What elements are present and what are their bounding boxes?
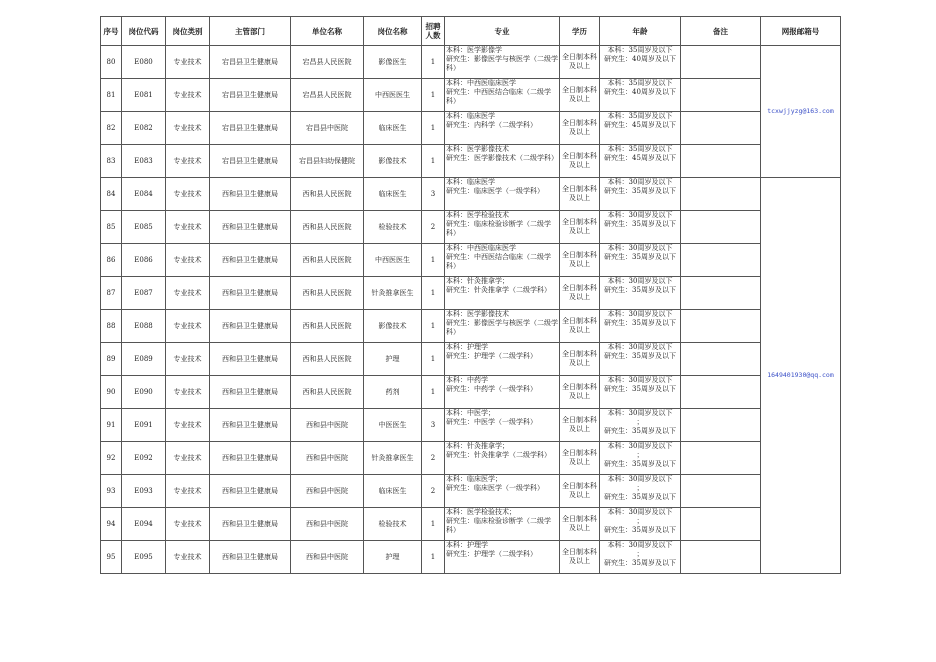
education: 全日制本科及以上 xyxy=(560,244,600,277)
age-requirement xyxy=(600,112,681,145)
age-text: 本科：30周岁及以下 研究生：35周岁及以下 xyxy=(604,343,676,360)
age-requirement xyxy=(600,277,681,310)
hire-count: 1 xyxy=(422,46,445,79)
age-text: 本科：30周岁及以下 研究生：35周岁及以下 xyxy=(604,178,676,195)
remark xyxy=(681,376,761,409)
major xyxy=(445,310,560,343)
major-text: 本科：医学影像技术 研究生：影像医学与核医学（二级学科） xyxy=(446,310,558,336)
age-requirement xyxy=(600,46,681,79)
hire-count: 1 xyxy=(422,376,445,409)
unit-name: 西和县中医院 xyxy=(291,541,364,574)
hire-count: 1 xyxy=(422,112,445,145)
department: 宕昌县卫生健康局 xyxy=(210,46,291,79)
age-requirement xyxy=(600,442,681,475)
department: 西和县卫生健康局 xyxy=(210,343,291,376)
age-requirement xyxy=(600,145,681,178)
remark xyxy=(681,79,761,112)
major-text: 本科：中西医临床医学 研究生：中西医结合临床（二级学科） xyxy=(446,79,551,105)
age-text: 本科：30周岁及以下 ； 研究生：35周岁及以下 xyxy=(604,409,676,435)
post-name: 针灸推拿医生 xyxy=(364,442,422,475)
table-row xyxy=(101,541,841,574)
post-code: E091 xyxy=(122,409,166,442)
education: 全日制本科及以上 xyxy=(560,79,600,112)
header-cell: 岗位类别 xyxy=(166,17,210,46)
unit-name: 宕昌县中医院 xyxy=(291,112,364,145)
unit-name: 西和县中医院 xyxy=(291,409,364,442)
unit-name: 西和县人民医院 xyxy=(291,277,364,310)
post-code: E080 xyxy=(122,46,166,79)
remark xyxy=(681,112,761,145)
age-requirement xyxy=(600,211,681,244)
major-text: 本科：临床医学 研究生：内科学（二级学科） xyxy=(446,112,537,129)
post-code: E085 xyxy=(122,211,166,244)
hire-count: 1 xyxy=(422,310,445,343)
education: 全日制本科及以上 xyxy=(560,475,600,508)
table-row xyxy=(101,112,841,145)
age-requirement xyxy=(600,376,681,409)
age-text: 本科：35周岁及以下 研究生：45周岁及以下 xyxy=(604,112,676,129)
major xyxy=(445,376,560,409)
remark xyxy=(681,541,761,574)
major-text: 本科：医学检验技术 研究生：临床检验诊断学（二级学科） xyxy=(446,211,551,237)
department: 西和县卫生健康局 xyxy=(210,442,291,475)
education: 全日制本科及以上 xyxy=(560,277,600,310)
major xyxy=(445,541,560,574)
education: 全日制本科及以上 xyxy=(560,376,600,409)
major xyxy=(445,145,560,178)
major xyxy=(445,277,560,310)
major-text: 本科：中西医临床医学 研究生：中西医结合临床（二级学科） xyxy=(446,244,551,270)
major xyxy=(445,442,560,475)
email-link[interactable]: 1649401930@qq.com xyxy=(761,178,841,574)
post-name: 临床医生 xyxy=(364,112,422,145)
major xyxy=(445,79,560,112)
post-code: E092 xyxy=(122,442,166,475)
row-number: 94 xyxy=(101,508,122,541)
major-text: 本科：临床医学 研究生：临床医学（一级学科） xyxy=(446,178,544,195)
age-text: 本科：30周岁及以下 研究生：35周岁及以下 xyxy=(604,244,676,261)
remark xyxy=(681,343,761,376)
recruitment-table xyxy=(100,16,841,574)
table-row xyxy=(101,376,841,409)
post-name: 临床医生 xyxy=(364,475,422,508)
row-number: 83 xyxy=(101,145,122,178)
row-number: 82 xyxy=(101,112,122,145)
row-number: 90 xyxy=(101,376,122,409)
major-text: 本科：医学影像技术 研究生：医学影像技术（二级学科） xyxy=(446,145,558,162)
post-category: 专业技术 xyxy=(166,343,210,376)
post-category: 专业技术 xyxy=(166,145,210,178)
unit-name: 西和县人民医院 xyxy=(291,343,364,376)
post-category: 专业技术 xyxy=(166,277,210,310)
post-name: 中医医生 xyxy=(364,409,422,442)
post-category: 专业技术 xyxy=(166,211,210,244)
hire-count: 1 xyxy=(422,79,445,112)
age-text: 本科：35周岁及以下 研究生：40周岁及以下 xyxy=(604,79,676,96)
post-code: E081 xyxy=(122,79,166,112)
post-category: 专业技术 xyxy=(166,310,210,343)
post-category: 专业技术 xyxy=(166,409,210,442)
remark xyxy=(681,508,761,541)
table-row xyxy=(101,46,841,79)
age-text: 本科：30周岁及以下 ； 研究生：35周岁及以下 xyxy=(604,508,676,534)
major xyxy=(445,244,560,277)
header-cell: 主管部门 xyxy=(210,17,291,46)
major-text: 本科：针灸推拿学； 研究生：针灸推拿学（二级学科） xyxy=(446,277,551,294)
age-requirement xyxy=(600,343,681,376)
post-code: E088 xyxy=(122,310,166,343)
remark xyxy=(681,277,761,310)
post-category: 专业技术 xyxy=(166,508,210,541)
department: 西和县卫生健康局 xyxy=(210,178,291,211)
major xyxy=(445,46,560,79)
age-text: 本科：30周岁及以下 研究生：35周岁及以下 xyxy=(604,277,676,294)
row-number: 92 xyxy=(101,442,122,475)
major xyxy=(445,178,560,211)
education: 全日制本科及以上 xyxy=(560,508,600,541)
age-text: 本科：35周岁及以下 研究生：40周岁及以下 xyxy=(604,46,676,63)
remark xyxy=(681,145,761,178)
unit-name: 西和县中医院 xyxy=(291,442,364,475)
post-name: 影像技术 xyxy=(364,310,422,343)
major-text: 本科：医学影像学 研究生：影像医学与核医学（二级学科） xyxy=(446,46,558,72)
department: 宕昌县卫生健康局 xyxy=(210,79,291,112)
table-body xyxy=(101,46,841,574)
post-category: 专业技术 xyxy=(166,112,210,145)
post-code: E086 xyxy=(122,244,166,277)
table-row xyxy=(101,277,841,310)
department: 西和县卫生健康局 xyxy=(210,541,291,574)
department: 西和县卫生健康局 xyxy=(210,310,291,343)
remark xyxy=(681,409,761,442)
post-category: 专业技术 xyxy=(166,376,210,409)
major-text: 本科：医学检验技术； 研究生：临床检验诊断学（二级学科） xyxy=(446,508,551,534)
hire-count: 2 xyxy=(422,442,445,475)
age-text: 本科：30周岁及以下 研究生：35周岁及以下 xyxy=(604,211,676,228)
major-text: 本科：中医学； 研究生：中医学（一级学科） xyxy=(446,409,537,426)
table-row xyxy=(101,211,841,244)
post-category: 专业技术 xyxy=(166,244,210,277)
post-name: 护理 xyxy=(364,541,422,574)
row-number: 89 xyxy=(101,343,122,376)
department: 西和县卫生健康局 xyxy=(210,475,291,508)
education: 全日制本科及以上 xyxy=(560,112,600,145)
post-category: 专业技术 xyxy=(166,178,210,211)
hire-count: 1 xyxy=(422,145,445,178)
major-text: 本科：针灸推拿学； 研究生：针灸推拿学（二级学科） xyxy=(446,442,551,459)
post-category: 专业技术 xyxy=(166,475,210,508)
education: 全日制本科及以上 xyxy=(560,211,600,244)
major-text: 本科：临床医学； 研究生：临床医学（一级学科） xyxy=(446,475,544,492)
remark xyxy=(681,442,761,475)
unit-name: 西和县人民医院 xyxy=(291,244,364,277)
major-text: 本科：中药学 研究生：中药学（一级学科） xyxy=(446,376,537,393)
header-cell: 学历 xyxy=(560,17,600,46)
age-requirement xyxy=(600,178,681,211)
header-cell: 网报邮箱号 xyxy=(761,17,841,46)
header-cell: 年龄 xyxy=(600,17,681,46)
header-cell: 备注 xyxy=(681,17,761,46)
post-category: 专业技术 xyxy=(166,46,210,79)
age-text: 本科：30周岁及以下 ； 研究生：35周岁及以下 xyxy=(604,442,676,468)
major-text: 本科：护理学 研究生：护理学（二级学科） xyxy=(446,343,537,360)
hire-count: 3 xyxy=(422,409,445,442)
post-code: E083 xyxy=(122,145,166,178)
table-row xyxy=(101,79,841,112)
unit-name: 西和县人民医院 xyxy=(291,376,364,409)
row-number: 85 xyxy=(101,211,122,244)
age-text: 本科：30周岁及以下 ； 研究生：35周岁及以下 xyxy=(604,475,676,501)
table-row xyxy=(101,508,841,541)
row-number: 81 xyxy=(101,79,122,112)
unit-name: 西和县人民医院 xyxy=(291,211,364,244)
age-text: 本科：30周岁及以下 研究生：35周岁及以下 xyxy=(604,310,676,327)
table-row xyxy=(101,475,841,508)
department: 西和县卫生健康局 xyxy=(210,376,291,409)
education: 全日制本科及以上 xyxy=(560,46,600,79)
education: 全日制本科及以上 xyxy=(560,145,600,178)
header-cell: 专业 xyxy=(445,17,560,46)
table-row xyxy=(101,442,841,475)
age-requirement xyxy=(600,475,681,508)
row-number: 80 xyxy=(101,46,122,79)
row-number: 86 xyxy=(101,244,122,277)
post-name: 中西医医生 xyxy=(364,244,422,277)
department: 宕昌县卫生健康局 xyxy=(210,112,291,145)
remark xyxy=(681,475,761,508)
row-number: 91 xyxy=(101,409,122,442)
post-name: 药剂 xyxy=(364,376,422,409)
hire-count: 1 xyxy=(422,343,445,376)
unit-name: 宕昌县人民医院 xyxy=(291,79,364,112)
age-requirement xyxy=(600,310,681,343)
email-link[interactable]: tcxwjjyzg@163.com xyxy=(761,46,841,178)
education: 全日制本科及以上 xyxy=(560,178,600,211)
age-text: 本科：30周岁及以下 研究生：35周岁及以下 xyxy=(604,376,676,393)
header-cell: 岗位代码 xyxy=(122,17,166,46)
table-row xyxy=(101,310,841,343)
education: 全日制本科及以上 xyxy=(560,343,600,376)
post-code: E087 xyxy=(122,277,166,310)
post-code: E089 xyxy=(122,343,166,376)
header-cell: 单位名称 xyxy=(291,17,364,46)
post-name: 临床医生 xyxy=(364,178,422,211)
age-text: 本科：30周岁及以下 ； 研究生：35周岁及以下 xyxy=(604,541,676,567)
unit-name: 西和县人民医院 xyxy=(291,310,364,343)
major xyxy=(445,508,560,541)
row-number: 95 xyxy=(101,541,122,574)
remark xyxy=(681,244,761,277)
major xyxy=(445,112,560,145)
remark xyxy=(681,46,761,79)
row-number: 84 xyxy=(101,178,122,211)
header-cell: 岗位名称 xyxy=(364,17,422,46)
age-text: 本科：35周岁及以下 研究生：45周岁及以下 xyxy=(604,145,676,162)
row-number: 88 xyxy=(101,310,122,343)
remark xyxy=(681,178,761,211)
header-row xyxy=(101,17,841,46)
education: 全日制本科及以上 xyxy=(560,442,600,475)
table-row xyxy=(101,409,841,442)
unit-name: 宕昌县人民医院 xyxy=(291,46,364,79)
post-code: E084 xyxy=(122,178,166,211)
education: 全日制本科及以上 xyxy=(560,409,600,442)
post-name: 影像技术 xyxy=(364,145,422,178)
row-number: 87 xyxy=(101,277,122,310)
post-name: 中西医医生 xyxy=(364,79,422,112)
education: 全日制本科及以上 xyxy=(560,541,600,574)
post-name: 检验技术 xyxy=(364,211,422,244)
major-text: 本科：护理学 研究生：护理学（二级学科） xyxy=(446,541,537,558)
major xyxy=(445,409,560,442)
unit-name: 西和县中医院 xyxy=(291,475,364,508)
post-category: 专业技术 xyxy=(166,541,210,574)
age-requirement xyxy=(600,79,681,112)
unit-name: 西和县人民医院 xyxy=(291,178,364,211)
remark xyxy=(681,211,761,244)
hire-count: 1 xyxy=(422,508,445,541)
post-code: E094 xyxy=(122,508,166,541)
department: 西和县卫生健康局 xyxy=(210,244,291,277)
major xyxy=(445,343,560,376)
post-name: 针灸推拿医生 xyxy=(364,277,422,310)
post-code: E090 xyxy=(122,376,166,409)
post-name: 影像医生 xyxy=(364,46,422,79)
hire-count: 1 xyxy=(422,277,445,310)
table-row xyxy=(101,343,841,376)
post-name: 护理 xyxy=(364,343,422,376)
unit-name: 西和县中医院 xyxy=(291,508,364,541)
post-code: E093 xyxy=(122,475,166,508)
major xyxy=(445,211,560,244)
age-requirement xyxy=(600,541,681,574)
age-requirement xyxy=(600,508,681,541)
hire-count: 1 xyxy=(422,244,445,277)
department: 宕昌县卫生健康局 xyxy=(210,145,291,178)
table-row xyxy=(101,145,841,178)
department: 西和县卫生健康局 xyxy=(210,211,291,244)
header-cell: 序号 xyxy=(101,17,122,46)
department: 西和县卫生健康局 xyxy=(210,508,291,541)
post-category: 专业技术 xyxy=(166,79,210,112)
age-requirement xyxy=(600,244,681,277)
age-requirement xyxy=(600,409,681,442)
major xyxy=(445,475,560,508)
post-category: 专业技术 xyxy=(166,442,210,475)
hire-count: 1 xyxy=(422,541,445,574)
education: 全日制本科及以上 xyxy=(560,310,600,343)
unit-name: 宕昌县妇幼保健院 xyxy=(291,145,364,178)
row-number: 93 xyxy=(101,475,122,508)
table-row xyxy=(101,244,841,277)
post-code: E082 xyxy=(122,112,166,145)
hire-count: 2 xyxy=(422,211,445,244)
post-name: 检验技术 xyxy=(364,508,422,541)
post-code: E095 xyxy=(122,541,166,574)
header-cell: 招聘人数 xyxy=(422,17,445,46)
hire-count: 2 xyxy=(422,475,445,508)
department: 西和县卫生健康局 xyxy=(210,277,291,310)
remark xyxy=(681,310,761,343)
table-row xyxy=(101,178,841,211)
hire-count: 3 xyxy=(422,178,445,211)
department: 西和县卫生健康局 xyxy=(210,409,291,442)
